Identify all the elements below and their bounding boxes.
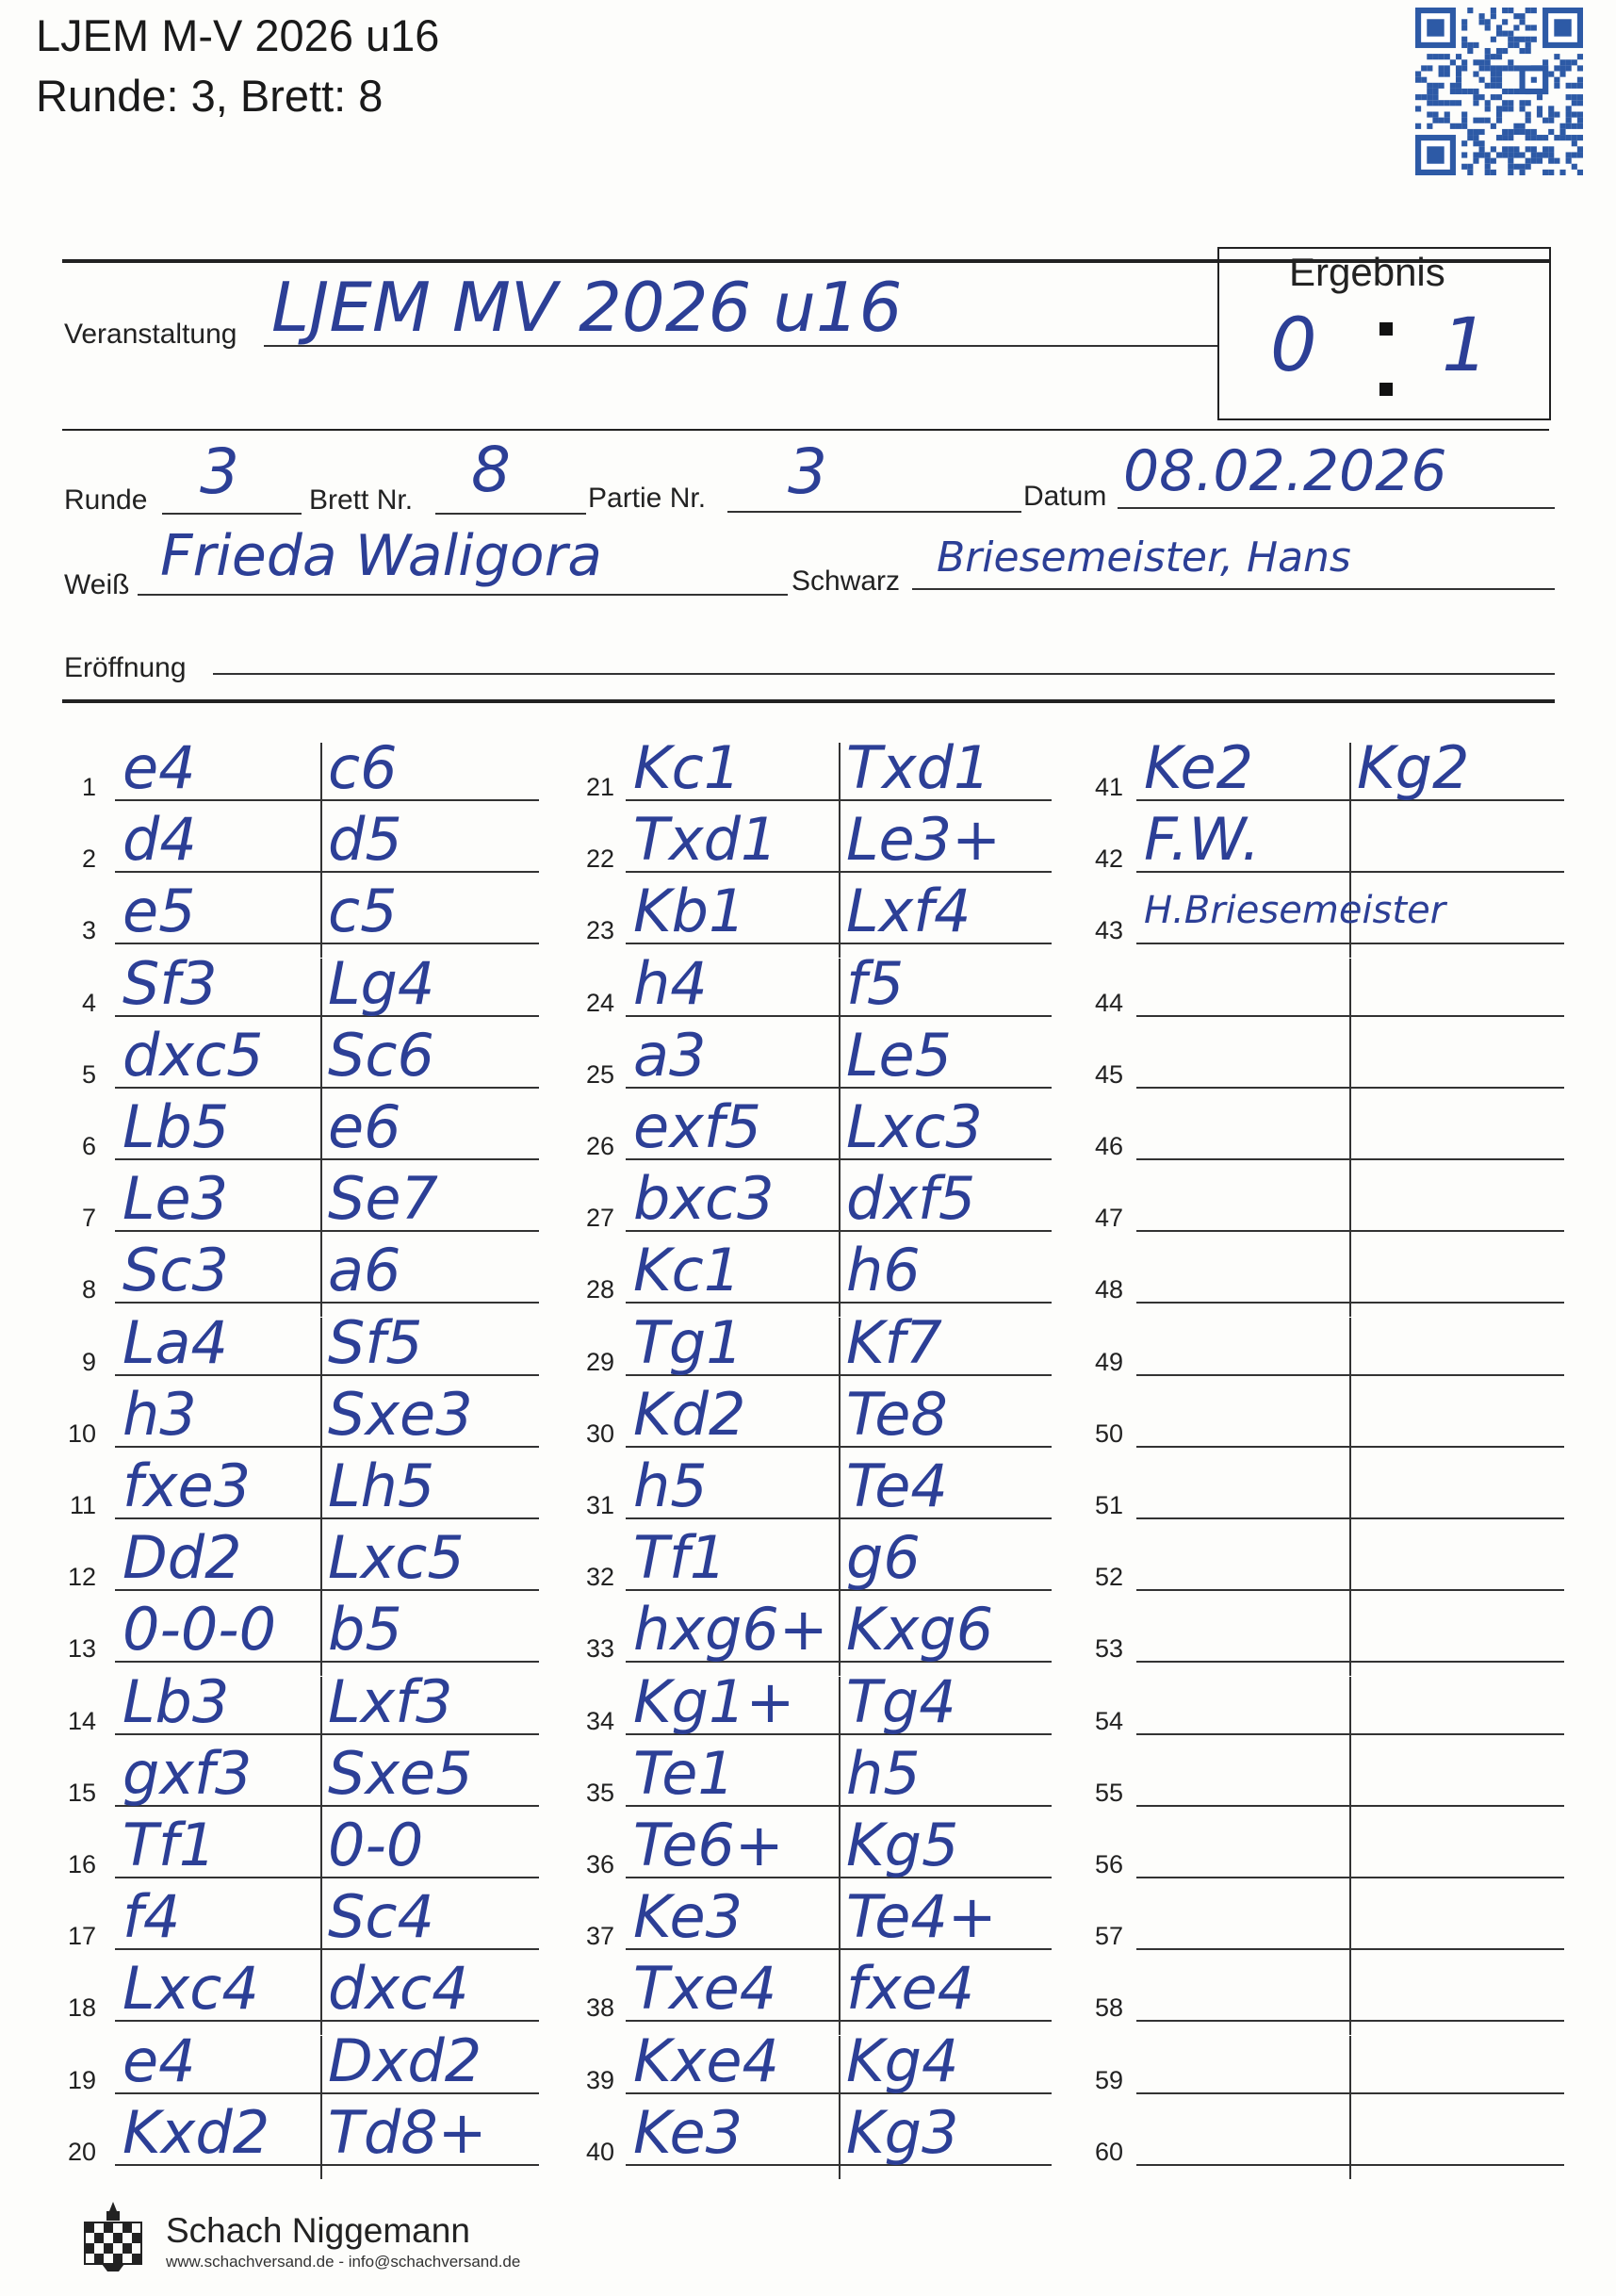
white-move: Dd2 <box>122 1523 242 1592</box>
black-move: Sxe5 <box>328 1739 473 1808</box>
move-number: 33 <box>585 1634 614 1663</box>
column-divider <box>320 1604 322 1676</box>
black-move: dxc4 <box>328 1954 469 2023</box>
column-divider <box>1349 1748 1351 1820</box>
column-divider <box>839 1604 841 1676</box>
black-move: Kxg6 <box>846 1595 994 1664</box>
black-move: Te4 <box>846 1451 948 1520</box>
black-player: Briesemeister, Hans <box>937 533 1351 582</box>
move-number: 47 <box>1094 1204 1123 1232</box>
move-number: 11 <box>69 1491 96 1519</box>
move-number: 45 <box>1094 1060 1123 1089</box>
black-move: h5 <box>846 1739 921 1808</box>
white-move: Te1 <box>633 1739 735 1808</box>
move-number: 30 <box>585 1419 614 1448</box>
move-number: 35 <box>585 1779 614 1807</box>
column-divider <box>1349 1677 1351 1748</box>
column-divider <box>320 959 322 1030</box>
result-white: 0 <box>1270 303 1317 388</box>
column-divider <box>839 1892 841 1963</box>
move-number: 53 <box>1094 1634 1123 1663</box>
move-number: 3 <box>81 916 96 944</box>
column-divider <box>1349 1030 1351 1102</box>
white-move: Sc3 <box>122 1236 229 1304</box>
white-move: Kxd2 <box>122 2098 270 2167</box>
result-label: Ergebnis <box>1289 250 1445 294</box>
white-move: Sf3 <box>122 949 218 1018</box>
black-move: c6 <box>328 733 398 802</box>
white-move: Kd2 <box>633 1380 746 1449</box>
move-number: 19 <box>67 2066 96 2094</box>
column-divider <box>839 1677 841 1748</box>
white-move: La4 <box>122 1308 228 1377</box>
opening-label: Eröffnung <box>64 652 187 683</box>
move-number: 28 <box>585 1275 614 1304</box>
black-move: Sc4 <box>328 1882 434 1951</box>
white-move: h5 <box>633 1451 708 1520</box>
move-number: 8 <box>81 1275 96 1304</box>
event-value: LJEM MV 2026 u16 <box>271 268 903 347</box>
white-move: Tf1 <box>122 1811 217 1879</box>
white-label: Weiß <box>64 569 130 600</box>
move-number: 38 <box>585 1993 614 2022</box>
black-move: Kg4 <box>846 2026 959 2095</box>
move-number: 48 <box>1094 1275 1123 1304</box>
white-move: Le3 <box>122 1164 229 1233</box>
column-divider <box>1349 1604 1351 1676</box>
brand-name: Schach Niggemann <box>166 2211 470 2250</box>
column-divider <box>320 1461 322 1533</box>
move-number: 6 <box>81 1132 96 1160</box>
black-move: b5 <box>328 1595 402 1664</box>
game-label: Partie Nr. <box>588 483 707 514</box>
column-divider <box>320 1245 322 1317</box>
column-divider <box>839 1533 841 1604</box>
column-divider <box>839 1963 841 2035</box>
white-move: e4 <box>122 733 196 802</box>
column-divider <box>839 1173 841 1245</box>
column-divider <box>1349 1318 1351 1389</box>
black-move: Te4+ <box>846 1882 997 1951</box>
event-label: Veranstaltung <box>64 319 237 350</box>
result-black: 1 <box>1442 303 1489 388</box>
chess-logo-icon <box>75 2200 151 2273</box>
white-move: Lb3 <box>122 1667 230 1736</box>
column-divider <box>1349 959 1351 1030</box>
move-number: 58 <box>1094 1993 1123 2022</box>
column-divider <box>1349 1102 1351 1173</box>
black-label: Schwarz <box>792 566 901 597</box>
white-move: gxf3 <box>122 1739 253 1808</box>
white-move: Kb1 <box>633 877 746 945</box>
column-divider <box>320 1102 322 1173</box>
column-divider <box>839 1820 841 1892</box>
column-divider <box>839 1389 841 1461</box>
column-divider <box>839 743 841 814</box>
black-move: Lxf3 <box>328 1667 453 1736</box>
column-divider <box>1349 1892 1351 1963</box>
black-move: Kg2 <box>1357 733 1470 802</box>
board-label: Brett Nr. <box>309 484 414 516</box>
move-number: 46 <box>1094 1132 1123 1160</box>
black-move: Sf5 <box>328 1308 423 1377</box>
column-divider <box>839 814 841 886</box>
column-divider <box>320 814 322 886</box>
white-move: Kg1+ <box>633 1667 795 1736</box>
move-number: 40 <box>585 2138 614 2166</box>
black-move: Lg4 <box>328 949 435 1018</box>
move-number: 26 <box>585 1132 614 1160</box>
column-divider <box>320 1748 322 1820</box>
white-move: bxc3 <box>633 1164 775 1233</box>
move-number: 39 <box>585 2066 614 2094</box>
white-move: Kc1 <box>633 1236 742 1304</box>
move-number: 54 <box>1094 1707 1123 1735</box>
column-divider <box>320 1030 322 1102</box>
move-number: 56 <box>1094 1850 1123 1878</box>
move-number: 25 <box>585 1060 614 1089</box>
move-number: 12 <box>67 1563 96 1591</box>
black-move: Dxd2 <box>328 2026 482 2095</box>
result-colon-bottom <box>1379 383 1393 396</box>
white-move: Tg1 <box>633 1308 743 1377</box>
move-number: 60 <box>1094 2138 1123 2166</box>
column-divider <box>1349 1245 1351 1317</box>
white-move: dxc5 <box>122 1021 264 1090</box>
white-move: h3 <box>122 1380 197 1449</box>
move-number: 43 <box>1094 916 1123 944</box>
move-number: 51 <box>1094 1491 1123 1519</box>
black-move: Lxc5 <box>328 1523 465 1592</box>
white-move: F.W. <box>1144 805 1261 874</box>
white-move: Ke3 <box>633 1882 743 1951</box>
black-move: Txd1 <box>846 733 991 802</box>
white-move: Lxc4 <box>122 1954 259 2023</box>
date-label: Datum <box>1023 481 1107 512</box>
move-number: 49 <box>1094 1348 1123 1376</box>
move-number: 14 <box>67 1707 96 1735</box>
black-move: Kf7 <box>846 1308 942 1377</box>
column-divider <box>839 959 841 1030</box>
white-move: H.Briesemeister <box>1144 889 1446 932</box>
move-number: 23 <box>585 916 614 944</box>
column-divider <box>320 1389 322 1461</box>
column-divider <box>1349 1461 1351 1533</box>
move-number: 9 <box>81 1348 96 1376</box>
black-move: Sxe3 <box>328 1380 473 1449</box>
round-board-info: Runde: 3, Brett: 8 <box>36 71 384 121</box>
column-divider <box>839 886 841 958</box>
black-move: Lh5 <box>328 1451 435 1520</box>
white-move: Txd1 <box>633 805 778 874</box>
column-divider <box>1349 743 1351 814</box>
column-divider <box>1349 2107 1351 2179</box>
column-divider <box>320 743 322 814</box>
move-number: 22 <box>585 845 614 873</box>
round-value: 3 <box>200 435 239 508</box>
move-number: 41 <box>1094 773 1123 801</box>
column-divider <box>1349 814 1351 886</box>
move-number: 29 <box>585 1348 614 1376</box>
black-move: e6 <box>328 1092 401 1161</box>
black-move: Le5 <box>846 1021 953 1090</box>
move-number: 10 <box>67 1419 96 1448</box>
game-value: 3 <box>788 435 827 508</box>
white-player: Frieda Waligora <box>160 523 603 589</box>
white-move: e4 <box>122 2026 196 2095</box>
black-move: Lxf4 <box>846 877 971 945</box>
black-move: Se7 <box>328 1164 438 1233</box>
move-number: 27 <box>585 1204 614 1232</box>
black-move: d5 <box>328 805 402 874</box>
white-move: Tf1 <box>633 1523 727 1592</box>
column-divider <box>839 1318 841 1389</box>
white-move: a3 <box>633 1021 707 1090</box>
move-number: 24 <box>585 989 614 1017</box>
brand-contact: www.schachversand.de - info@schachversand.de <box>166 2253 521 2271</box>
white-move: Txe4 <box>633 1954 777 2023</box>
move-number: 13 <box>67 1634 96 1663</box>
column-divider <box>839 1461 841 1533</box>
black-move: Kg5 <box>846 1811 959 1879</box>
black-move: Sc6 <box>328 1021 434 1090</box>
black-move: fxe4 <box>846 1954 975 2023</box>
column-divider <box>1349 2036 1351 2107</box>
black-move: h6 <box>846 1236 921 1304</box>
move-number: 31 <box>585 1491 614 1519</box>
move-number: 44 <box>1094 989 1123 1017</box>
column-divider <box>320 886 322 958</box>
move-number: 42 <box>1094 845 1123 873</box>
sheet-title: LJEM M-V 2026 u16 <box>36 10 440 60</box>
white-move: Lb5 <box>122 1092 230 1161</box>
move-number: 15 <box>67 1779 96 1807</box>
column-divider <box>1349 1820 1351 1892</box>
move-number: 36 <box>585 1850 614 1878</box>
white-move: Kxe4 <box>633 2026 779 2095</box>
column-divider <box>320 1963 322 2035</box>
black-move: Le3+ <box>846 805 1002 874</box>
column-divider <box>1349 1963 1351 2035</box>
black-move: g6 <box>846 1523 921 1592</box>
move-number: 5 <box>81 1060 96 1089</box>
white-move: 0-0-0 <box>122 1595 277 1664</box>
date-value: 08.02.2026 <box>1123 438 1447 504</box>
column-divider <box>839 1102 841 1173</box>
column-divider <box>320 1173 322 1245</box>
black-move: f5 <box>846 949 905 1018</box>
white-move: Ke2 <box>1144 733 1254 802</box>
qr-code-icon <box>1413 8 1585 175</box>
column-divider <box>320 1892 322 1963</box>
white-move: exf5 <box>633 1092 762 1161</box>
move-number: 20 <box>67 2138 96 2166</box>
black-move: Te8 <box>846 1380 948 1449</box>
white-move: h4 <box>633 949 708 1018</box>
move-number: 32 <box>585 1563 614 1591</box>
black-move: c5 <box>328 877 398 945</box>
column-divider <box>320 2036 322 2107</box>
move-number: 55 <box>1094 1779 1123 1807</box>
move-number: 52 <box>1094 1563 1123 1591</box>
black-move: Kg3 <box>846 2098 959 2167</box>
column-divider <box>1349 1389 1351 1461</box>
column-divider <box>1349 1533 1351 1604</box>
move-number: 50 <box>1094 1419 1123 1448</box>
move-number: 34 <box>585 1707 614 1735</box>
white-move: Kc1 <box>633 733 742 802</box>
column-divider <box>839 1748 841 1820</box>
black-move: 0-0 <box>328 1811 424 1879</box>
column-divider <box>320 1533 322 1604</box>
column-divider <box>320 1677 322 1748</box>
white-move: d4 <box>122 805 197 874</box>
result-colon-top <box>1379 322 1393 336</box>
black-move: Lxc3 <box>846 1092 983 1161</box>
white-move: Te6+ <box>633 1811 784 1879</box>
column-divider <box>839 2036 841 2107</box>
black-move: a6 <box>328 1236 401 1304</box>
move-number: 37 <box>585 1922 614 1950</box>
white-move: f4 <box>122 1882 181 1951</box>
round-label: Runde <box>64 484 148 516</box>
move-number: 18 <box>67 1993 96 2022</box>
move-number: 57 <box>1094 1922 1123 1950</box>
column-divider <box>320 2107 322 2179</box>
white-move: hxg6+ <box>633 1595 828 1664</box>
column-divider <box>320 1820 322 1892</box>
board-value: 8 <box>471 434 511 506</box>
white-move: fxe3 <box>122 1451 252 1520</box>
move-number: 21 <box>585 773 614 801</box>
black-move: dxf5 <box>846 1164 976 1233</box>
column-divider <box>1349 1173 1351 1245</box>
move-number: 4 <box>81 989 96 1017</box>
move-number: 2 <box>81 845 96 873</box>
move-number: 17 <box>67 1922 96 1950</box>
column-divider <box>839 1245 841 1317</box>
white-move: e5 <box>122 877 196 945</box>
move-number: 16 <box>67 1850 96 1878</box>
move-number: 7 <box>81 1204 96 1232</box>
move-number: 1 <box>81 773 96 801</box>
move-number: 59 <box>1094 2066 1123 2094</box>
white-move: Ke3 <box>633 2098 743 2167</box>
black-move: Td8+ <box>328 2098 487 2167</box>
black-move: Tg4 <box>846 1667 956 1736</box>
column-divider <box>320 1318 322 1389</box>
column-divider <box>839 2107 841 2179</box>
column-divider <box>839 1030 841 1102</box>
